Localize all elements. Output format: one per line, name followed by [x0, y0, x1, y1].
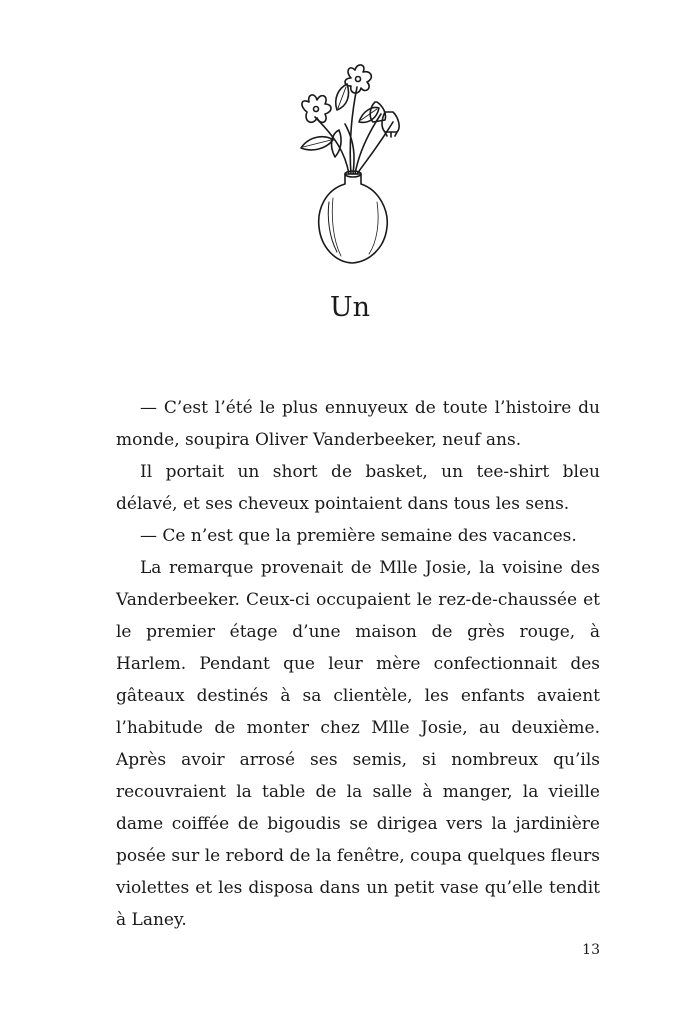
flower-vase-icon — [285, 62, 420, 272]
chapter-body — [116, 392, 600, 936]
page-number: 13 — [582, 942, 600, 958]
paragraph: La remarque provenait de Mlle Josie, la voisine des Vanderbeeker. Ceux-ci occupaient le rez-de-chaussée et le premier étage d’une maison de grès rouge, à Harlem. Pendant que leur mère confectionnait des gâteaux destinés à sa clientèle, les enfants avaient l’habitude de monter chez Mlle Josie, au deuxième. Après avoir arrosé ses semis, si nombreux qu’ils recouvraient la table de la salle à manger, la vieille dame coiffée de bigoudis se dirigea vers la jardinière posée sur le rebord de la fenêtre, coupa quelques fleurs violettes et les disposa dans un petit vase qu’elle tendit à Laney. — [116, 558, 600, 930]
paragraph: Il portait un short de basket, un tee-shirt bleu délavé, et ses cheveux pointaient dans tous les sens. — [116, 462, 600, 514]
paragraph: — Ce n’est que la première semaine des vacances. — [140, 526, 577, 546]
paragraph: — C’est l’été le plus ennuyeux de toute l’histoire du monde, soupira Oliver Vanderbeeker, neuf ans. — [116, 398, 600, 450]
chapter-title: Un — [329, 292, 371, 323]
